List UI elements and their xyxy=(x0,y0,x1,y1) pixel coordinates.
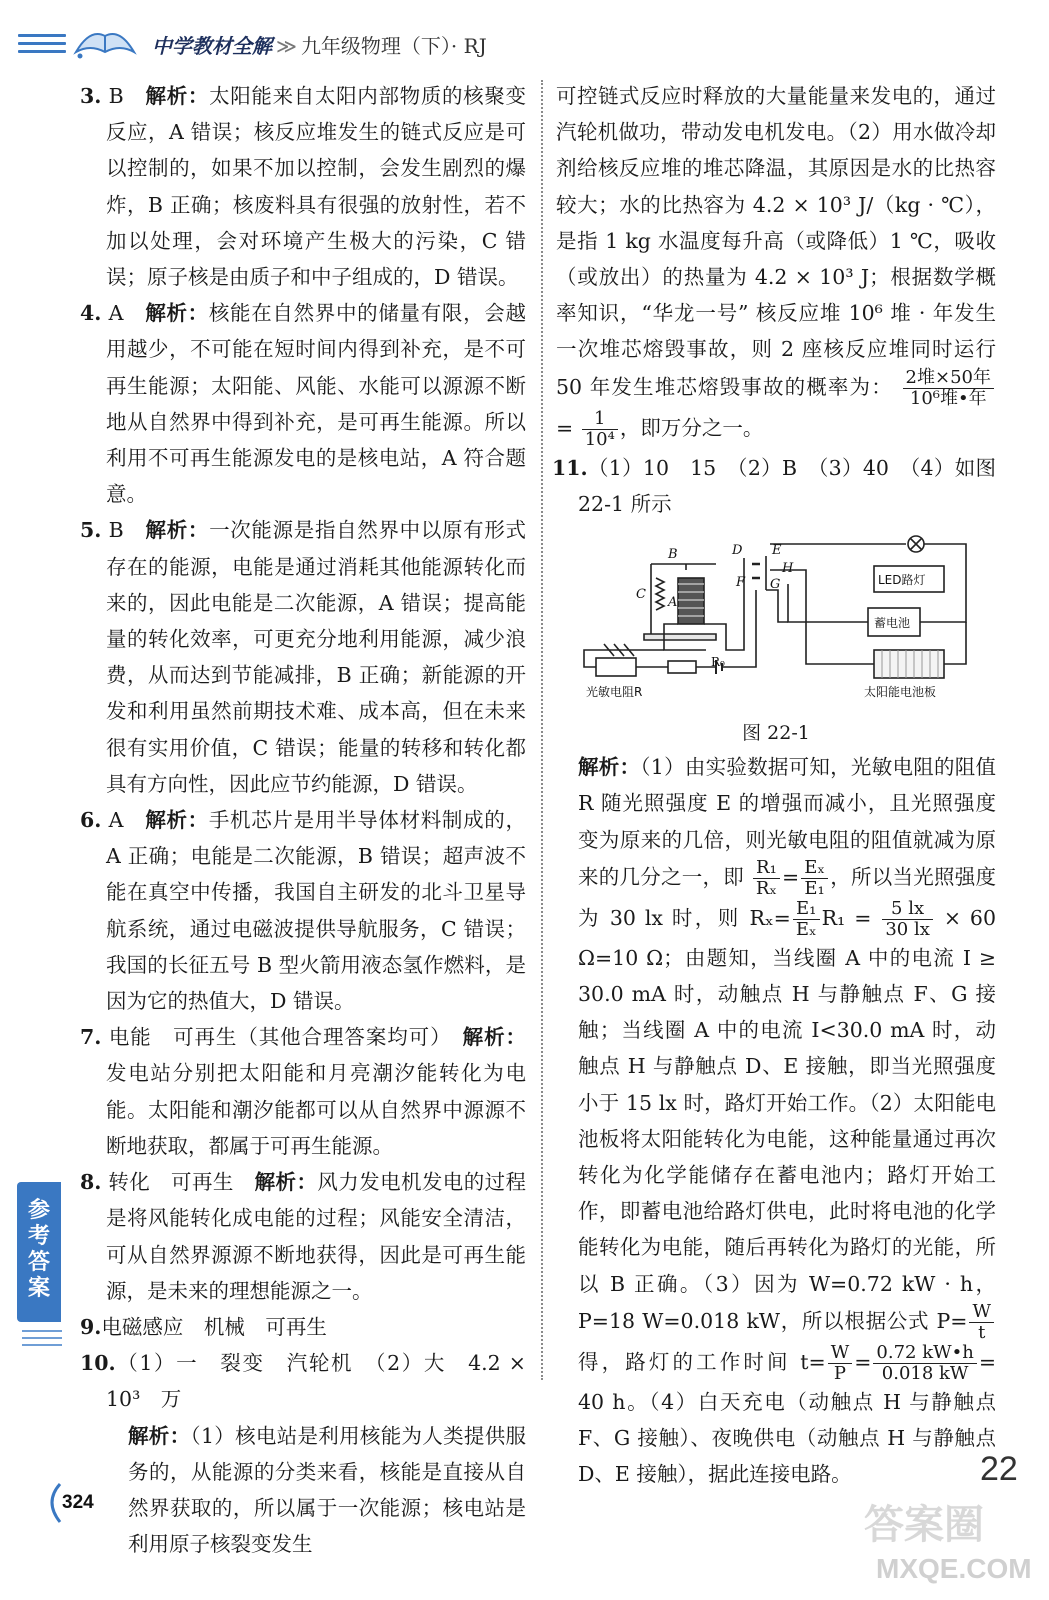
equals-sign: = xyxy=(854,1349,872,1374)
fraction-numerator: R₁ xyxy=(753,858,780,879)
label-E: E xyxy=(772,543,782,559)
side-tab-answers xyxy=(17,1182,61,1322)
header-arrow: ≫ xyxy=(276,34,297,58)
header-decoration-lines xyxy=(18,34,66,56)
label-battery: 蓄电池 xyxy=(874,616,911,631)
label-F: F xyxy=(736,575,746,591)
side-tab-char: 答 xyxy=(27,1250,50,1275)
analysis-label: 解析： xyxy=(578,755,641,780)
item-number: 3. xyxy=(80,84,102,108)
side-tab-char: 考 xyxy=(27,1224,50,1249)
watermark-logo xyxy=(836,1480,1036,1590)
analysis-text: 得，路灯的工作时间 t= xyxy=(578,1349,826,1374)
analysis-text: 核能在自然界中的储量有限，会越用越少，不可能在短时间内得到补充，是不可再生能源；太阳能、风能、水能可以源源不断地从自然界中得到补充，是可再生能源。所以利用不可再生能源发电的是核电站，A 符合题意。 xyxy=(106,301,526,507)
item-number: 5. xyxy=(80,518,102,543)
book-logo-icon xyxy=(70,22,140,62)
watermark-text: 答案圈 xyxy=(864,1502,984,1548)
label-B: B xyxy=(668,547,678,563)
fraction-denominator: t xyxy=(978,1321,986,1343)
fraction-reactor-years xyxy=(903,368,994,409)
fraction-numerator: W xyxy=(969,1302,994,1323)
fraction-numerator: 5 lx xyxy=(882,899,933,920)
analysis-text: × 60 Ω=10 Ω；由题知，当线圈 A 中的电流 I ≥ 30.0 mA 时，动触点 H 与静触点 F、G 接触；当线圈 A 中的电流 I<30.0 mA 时，动触点 H 与静触点 D、E 接触，即当光照强度小于 15 lx 时，路灯开始工作。（2）太阳能电池板将太阳能转化为电能，这种能量通过再次转化为化学能储存在蓄电池内；路灯开始工作，即蓄电池给路灯供电，此时将电池的化学能转化为电能，随后再转化为路灯的光能，所以 B 正确。（3）因为 W=0.72 kW · h，P=18 W=0.018 kW，所以根据公式 P= xyxy=(578,905,996,1333)
fraction-denominator: 30 lx xyxy=(885,918,930,940)
side-tab-char: 案 xyxy=(27,1276,50,1301)
fraction-denominator: 0.018 kW xyxy=(881,1362,969,1384)
item-answer: B xyxy=(108,84,124,108)
label-H: H xyxy=(782,561,794,577)
page-number-badge xyxy=(40,1478,110,1528)
analysis-label: 解析： xyxy=(254,1170,318,1195)
answer-item-4 xyxy=(80,295,526,512)
label-D: D xyxy=(732,543,743,559)
watermark-url: MXQE.COM xyxy=(876,1553,1032,1584)
analysis-label: 解析： xyxy=(145,84,210,108)
analysis-text: 可控链式反应时释放的大量能量来发电的，通过汽轮机做功，带动发电机发电。（2）用水做冷却剂给核反应堆的堆芯降温，其原因是水的比热容较大；水的比热容为 4.2 × 10³ J/（kg · ℃），是指 1 kg 水温度每升高（或降低）1 ℃，吸收（或放出）的热量为 4.2 × 10³ J；根据数学概率知识，“华龙一号” 核反应堆 10⁶ 堆 · 年发生一次堆芯熔毁事故，则 2 座核反应堆同时运行 50 年发生堆芯熔毁事故的概率为： xyxy=(556,84,996,399)
item-answer: A xyxy=(108,808,124,833)
fraction-time-formula xyxy=(828,1343,853,1384)
item-number: 11. xyxy=(552,455,588,480)
header-title xyxy=(152,30,487,59)
fraction-numerator: Eₓ xyxy=(801,858,828,879)
side-tab-label xyxy=(17,1198,61,1302)
fraction-denominator: 10⁶堆•年 xyxy=(909,387,987,409)
label-A: A xyxy=(668,595,678,611)
item-answer: （1）10 15 （2）B （3）40 （4）如图 22-1 所示 xyxy=(578,455,996,516)
header-brand: 中学教材全解 xyxy=(152,34,272,58)
item-number: 9. xyxy=(80,1314,102,1339)
fraction-power-formula xyxy=(969,1302,994,1343)
item-answer: 电能 可再生（其他合理答案均可） xyxy=(108,1025,442,1050)
item-number: 6. xyxy=(80,808,102,833)
side-tab-char: 参 xyxy=(27,1198,50,1223)
analysis-text: （1）由实验数据可知，光敏电阻的阻值 R 随光照强度 E 的增强而减小，且光照强度变为原来的几倍，则光敏电阻的阻值就减为原来的几分之一，即 xyxy=(578,755,996,889)
equals-sign: = xyxy=(556,415,574,440)
analysis-text: 太阳能来自太阳内部物质的核聚变反应，A 错误；核反应堆发生的链式反应是可以控制的，如果不加以控制，会发生剧烈的爆炸，B 正确；核废料具有很强的放射性，若不加以处理，会对环境产生极大的污染，C 错误；原子核是由质子和中子组成的，D 错误。 xyxy=(106,84,527,290)
item-answer: （1）一 裂变 汽轮机 （2）大 4.2 × 10³ 万 xyxy=(106,1351,526,1412)
answer-item-5 xyxy=(80,512,526,802)
column-divider xyxy=(541,80,543,1380)
fraction-numerator: W xyxy=(828,1343,853,1364)
fraction-denominator: Rₓ xyxy=(755,877,777,899)
item-10-continued xyxy=(556,78,996,450)
label-G: G xyxy=(770,577,781,593)
analysis-text: R₁ = xyxy=(821,905,872,930)
analysis-text: 一次能源是指自然界中以原有形式存在的能源，电能是通过消耗其他能源转化而来的，因此电能是二次能源，A 错误；提高能量的转化效率，可更充分地利用能源，减少浪费，从而达到节能减排，B 正确；新能源的开发和利用虽然前期技术难、成本高，但在未来很有实用价值，C 错误；能量的转移和转化都具有方向性，因此应节约能源，D 错误。 xyxy=(106,518,527,796)
fraction-r-ratio xyxy=(753,858,780,899)
page-number: 324 xyxy=(62,1492,94,1513)
fraction-time-value xyxy=(873,1343,976,1384)
chapter-number: 22 xyxy=(980,1450,1018,1488)
fraction-probability xyxy=(582,409,618,450)
header-book: 九年级物理（下）· RJ xyxy=(300,34,487,58)
analysis-text: = 40 h。（4）白天充电（动触点 H 与静触点 F、G 接触）、夜晚供电（动触点 H 与静触点 D、E 接触），据此连接电路。 xyxy=(578,1349,996,1487)
item-11-analysis: 解析：（1）由实验数据可知，光敏电阻的阻值 R 随光照强度 E 的增强而减小，且光照强度变为原来的几倍，则光敏电阻的阻值就减为原来的几分之一，即 $\frac{\text{R₁}}{\text{Rₓ}}$ = $\frac{\text{Eₓ}}{\text{E₁}}$ ，所以当光照强度为 30 lx 时，则 Rₓ= $\frac{\text{E₁}}{\text{Eₓ}}$ R₁ = $\frac{5 lx}{30 lx}$ × 60 Ω=10 Ω；由题知，当线圈 A 中的电流 I ≥ 30.0 mA 时，动触点 H 与静触点 F、G 接触；当线圈 A 中的电流 I<30.0 mA 时，动触点 H 与静触点 D、E 接触，即当光照强度小于 15 lx 时，路灯开始工作。（2）太阳能电池板将太阳能转化为电能，这种能量通过再次转化为化学能储存在蓄电池内；路灯开始工作，即蓄电池给路灯供电，此时将电池的化学能转化为电能，随后再转化为路灯的光能，所以 B 正确。（3）因为 W=0.72 kW · h，P=18 W=0.018 kW，所以根据公式 P= $\frac{W}{t}$ 得，路灯的工作时间 t= $\frac{W}{P}$ = $\frac{0.72 kW•h}{0.018 kW}$ = 40 h。（4）白天充电（动触点 H 与静触点 F、G 接触）、夜晚供电（动触点 H 与静触点 D、E 接触），据此连接电路。 xyxy=(578,755,996,1487)
answer-item-7 xyxy=(80,1019,526,1164)
item-number: 7. xyxy=(80,1025,102,1050)
analysis-label: 解析： xyxy=(145,301,209,326)
fraction-e-ratio xyxy=(801,858,828,899)
fraction-lux xyxy=(882,899,933,940)
analysis-text: 发电站分别把太阳能和月亮潮汐能转化为电能。太阳能和潮汐能都可以从自然界中源源不断地获取，都属于可再生能源。 xyxy=(106,1061,526,1158)
item-number: 8. xyxy=(80,1170,102,1195)
analysis-text: ，即万分之一。 xyxy=(619,415,764,440)
analysis-text: 风力发电机发电的过程是将风能转化成电能的过程；风能安全清洁，可从自然界源源不断地获得，因此是可再生能源，是未来的理想能源之一。 xyxy=(106,1170,527,1303)
analysis-label: 解析： xyxy=(145,518,210,543)
fraction-denominator: 10⁴ xyxy=(584,428,615,450)
answer-item-11 xyxy=(552,450,996,522)
analysis-label: 解析： xyxy=(145,808,209,833)
analysis-text: ，所以当光照强度为 30 lx 时，则 Rₓ= xyxy=(578,864,996,930)
analysis-text: （1）核电站是利用核能为人类提供服务的，从能源的分类来看，核能是直接从自然界获取的，所以属于一次能源；核电站是利用原子核裂变发生 xyxy=(128,1423,527,1557)
fraction-denominator: P xyxy=(833,1362,846,1384)
fraction-denominator: E₁ xyxy=(804,877,825,899)
figure-caption: 图 22-1 xyxy=(742,722,810,745)
label-R0: R₀ xyxy=(711,655,725,670)
right-column xyxy=(552,78,996,1492)
left-column xyxy=(80,78,526,1562)
answer-item-10 xyxy=(80,1345,526,1562)
page-header xyxy=(0,0,1049,66)
analysis-paragraph xyxy=(106,1418,526,1563)
fraction-e1-ex xyxy=(793,899,820,940)
item-answer: A xyxy=(108,301,124,326)
item-answer: B xyxy=(108,518,124,543)
label-C: C xyxy=(636,587,646,603)
answer-item-6 xyxy=(80,802,526,1019)
item-answer: 电磁感应 机械 可再生 xyxy=(101,1314,327,1339)
item-number: 4. xyxy=(80,301,102,326)
label-led-lamp: LED路灯 xyxy=(878,573,926,588)
label-photoresistor: 光敏电阻R xyxy=(586,685,643,700)
item-number: 10. xyxy=(80,1351,116,1376)
analysis-text: 手机芯片是用半导体材料制成的，A 正确；电能是二次能源，B 错误；超声波不能在真空中传播，我国自主研发的北斗卫星导航系统，通过电磁波提供导航服务，C 错误；我国的长征五号 B 型火箭用液态氢作燃料，是因为它的热值大，D 错误。 xyxy=(106,808,526,1014)
answer-item-8 xyxy=(80,1164,526,1309)
fraction-numerator: E₁ xyxy=(793,899,820,920)
answer-item-3 xyxy=(80,78,526,295)
item-answer: 转化 可再生 xyxy=(108,1170,234,1195)
analysis-label: 解析： xyxy=(462,1025,527,1050)
analysis-label: 解析： xyxy=(128,1423,191,1448)
fraction-denominator: Eₓ xyxy=(795,918,817,940)
answer-item-9 xyxy=(80,1309,526,1345)
side-decoration-lines xyxy=(22,1330,62,1350)
fraction-numerator: 2堆×50年 xyxy=(903,368,994,389)
fraction-numerator: 0.72 kW•h xyxy=(873,1343,976,1364)
fraction-numerator: 1 xyxy=(582,409,618,430)
label-solar-panel: 太阳能电池板 xyxy=(864,685,937,700)
circuit-diagram xyxy=(556,530,996,702)
